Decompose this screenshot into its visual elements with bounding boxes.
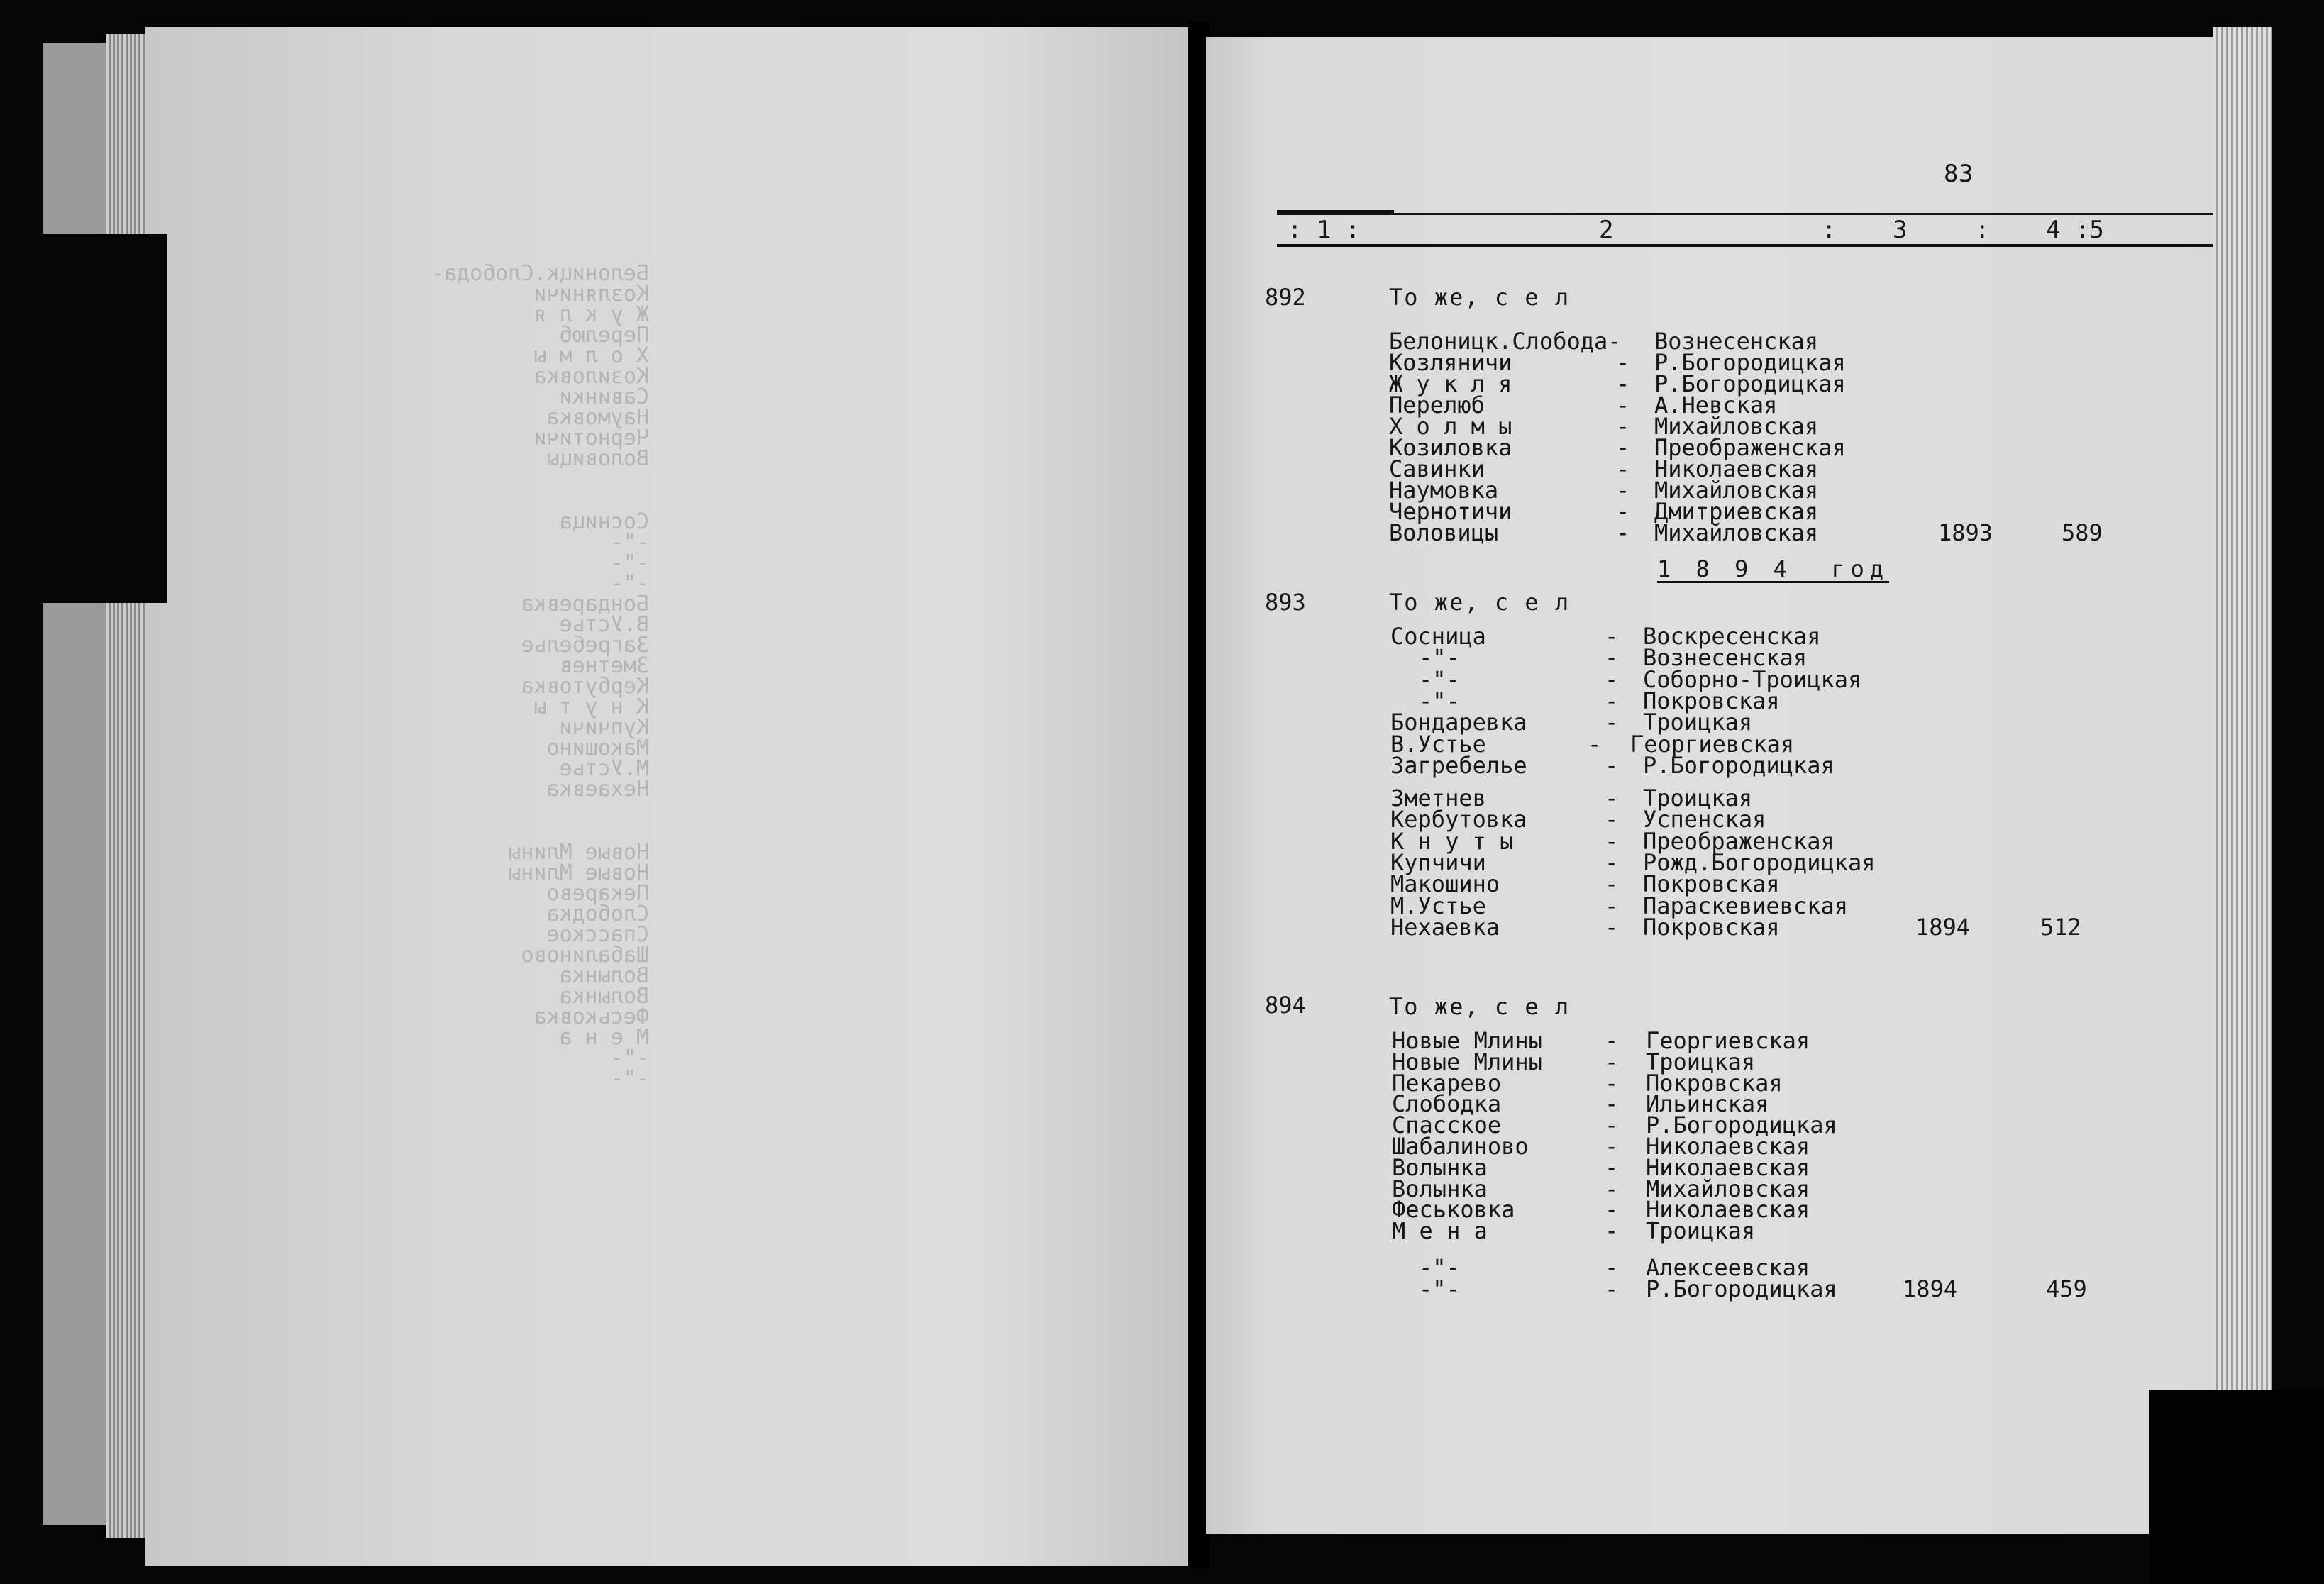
church-name: Дмитриевская [1654,498,1819,525]
church-name: А.Невская [1654,392,1778,419]
dash-separator: - [1605,1027,1619,1054]
bleed-through-line: -"- [610,550,649,575]
year-heading: 1 8 9 4 год [1657,555,1890,582]
village-name: Чернотичи [1389,498,1512,525]
church-name: Алексеевская [1646,1254,1810,1281]
bleed-through-line: Белоницк.Слобода- [431,261,649,286]
village-name: Кербутовка [1390,806,1527,833]
entry-heading: То же, с е л [1389,993,1571,1020]
church-name: Георгиевская [1630,730,1795,758]
church-name: Троицкая [1643,785,1753,812]
village-name: Х о л м ы [1389,413,1512,440]
church-name: Воскресенская [1643,623,1821,650]
village-name: -"- [1419,665,1460,693]
village-name: Пекарево [1392,1069,1502,1097]
village-name: Новые Млины [1392,1048,1542,1075]
village-name: Сосница [1390,623,1486,650]
dash-separator: - [1605,623,1619,650]
dash-separator: - [1616,477,1630,504]
header-sep-1: : [1822,216,1837,244]
church-name: Михайловская [1654,413,1819,440]
bleed-through-line: Козиловка [533,364,649,389]
village-name: Слободка [1392,1090,1502,1118]
dash-separator: - [1605,1217,1619,1245]
village-name: Шабалиново [1392,1133,1529,1160]
church-name: Георгиевская [1646,1027,1810,1054]
bleed-through-line: -"- [610,1046,649,1070]
record-count: 512 [2040,913,2081,941]
bleed-through-line: Слободка [546,902,649,926]
dash-separator: - [1605,1112,1619,1139]
dash-separator: - [1616,519,1630,546]
dash-separator: - [1616,498,1630,525]
village-name: Спасское [1392,1112,1502,1139]
bleed-through-line: Воловицы [546,446,649,471]
dash-separator: - [1616,455,1630,482]
dash-separator: - [1605,709,1619,736]
header-col-2: 2 [1599,216,1614,244]
church-name: Покровская [1643,870,1780,898]
dash-separator: - [1616,434,1630,461]
dash-separator: - [1605,644,1619,672]
binding-tab [28,234,167,603]
village-name: Белоницк.Слобода- [1389,328,1622,355]
header-col-3: 3 [1893,216,1908,244]
dash-separator: - [1605,913,1619,941]
left-page-bleed-through [145,27,1188,1566]
village-name: В.Устье [1390,730,1486,758]
village-name: Савинки [1389,455,1485,482]
church-name: Соборно-Троицкая [1643,665,1862,693]
bleed-through-line: Бондаревка [521,592,649,616]
entry-number: 893 [1265,589,1306,616]
right-page-edges [2213,27,2272,1417]
bleed-through-line: Волынка [559,963,649,988]
bleed-through-line: Шабалиново [521,943,649,968]
bleed-through-line: Волынка [559,984,649,1009]
church-name: Покровская [1643,913,1780,941]
dash-separator: - [1605,1196,1619,1224]
village-name: Ж у к л я [1389,370,1512,397]
entry-heading: То же, с е л [1389,284,1571,311]
bleed-through-line: К н у т ы [533,694,649,719]
page-corner-shadow [2149,1390,2324,1584]
dash-separator: - [1605,751,1619,779]
church-name: Вознесенская [1643,644,1808,672]
dash-separator: - [1605,1275,1619,1302]
church-name: Михайловская [1646,1175,1810,1202]
village-name: Волынка [1392,1153,1488,1181]
header-col-4-5: 4 :5 [2046,216,2104,244]
village-name: Загребелье [1390,751,1527,779]
bleed-through-line: Кербутовка [521,674,649,699]
church-name: Николаевская [1646,1133,1810,1160]
dash-separator: - [1616,392,1630,419]
village-name: М е н а [1392,1217,1488,1245]
dash-separator: - [1616,413,1630,440]
village-name: Новые Млины [1392,1027,1542,1054]
bleed-through-line: Новые Млины [508,840,649,865]
dash-separator: - [1605,1254,1619,1281]
header-rule-bottom [1277,244,2213,247]
church-name: Покровская [1643,687,1780,714]
header-sep-2: : [1975,216,1990,244]
church-name: Покровская [1646,1069,1783,1097]
record-count: 459 [2046,1275,2087,1302]
bleed-through-line: Загребелье [521,633,649,658]
village-name: Купчичи [1390,849,1486,876]
church-name: Троицкая [1646,1048,1756,1075]
dash-separator: - [1616,370,1630,397]
dash-separator: - [1605,827,1619,855]
village-name: -"- [1419,1275,1460,1302]
church-name: Параскевиевская [1643,892,1848,919]
village-name: -"- [1419,644,1460,672]
dash-separator: - [1605,806,1619,833]
dash-separator: - [1605,1069,1619,1097]
bleed-through-line: Х о л м ы [533,343,649,368]
church-name: Успенская [1643,806,1766,833]
dash-separator: - [1605,1175,1619,1202]
church-name: Троицкая [1646,1217,1756,1245]
village-name: К н у т ы [1390,827,1514,855]
bleed-through-line: Чернотичи [533,426,649,450]
village-name: М.Устье [1390,892,1486,919]
header-col-1: : 1 : [1288,216,1361,244]
dash-separator: - [1605,687,1619,714]
dash-separator: - [1605,892,1619,919]
bleed-through-line: Наумовка [546,405,649,430]
dash-separator: - [1616,349,1630,376]
bleed-through-line: Зметнев [559,653,649,678]
survey-year: 1894 [1915,913,1971,941]
church-name: Николаевская [1654,455,1819,482]
church-name: Преображенская [1643,827,1835,855]
bleed-through-line: М.Устье [559,756,649,781]
bleed-through-line: -"- [610,571,649,596]
record-count: 589 [2062,519,2103,546]
village-name: Макошино [1390,870,1500,898]
bleed-through-line: М е н а [559,1025,649,1050]
village-name: -"- [1419,687,1460,714]
church-name: Рожд.Богородицкая [1643,849,1876,876]
village-name: Зметнев [1390,785,1486,812]
bleed-through-line: Ж у к л я [533,302,649,327]
entry-number: 894 [1265,992,1306,1019]
bleed-through-line: Пекарево [546,881,649,906]
village-name: Козляничи [1389,349,1512,376]
village-name: -"- [1419,1254,1460,1281]
church-name: Николаевская [1646,1196,1810,1224]
church-name: Р.Богородицкая [1643,751,1835,779]
church-name: Ильинская [1646,1090,1769,1118]
village-name: Воловицы [1389,519,1499,546]
dash-separator: - [1605,870,1619,898]
bleed-through-line: Савинки [559,384,649,409]
dash-separator: - [1605,1048,1619,1075]
bleed-through-line: Спасское [546,922,649,947]
bleed-through-line: Новые Млины [508,860,649,885]
bleed-through-line: Нехаевка [546,777,649,802]
bleed-through-line: Перелюб [559,323,649,348]
bleed-through-line: Феськовка [533,1004,649,1029]
dash-separator: - [1605,785,1619,812]
entry-heading: То же, с е л [1389,589,1571,616]
village-name: Нехаевка [1390,913,1500,941]
church-name: Вознесенская [1654,328,1819,355]
dash-separator: - [1605,1133,1619,1160]
church-name: Троицкая [1643,709,1753,736]
dash-separator: - [1605,1153,1619,1181]
church-name: Николаевская [1646,1153,1810,1181]
church-name: Михайловская [1654,519,1819,546]
bleed-through-line: Макошино [546,736,649,760]
village-name: Наумовка [1389,477,1499,504]
dash-separator: - [1605,849,1619,876]
dash-separator: - [1605,1090,1619,1118]
church-name: Р.Богородицкая [1646,1275,1837,1302]
bleed-through-line: -"- [610,1066,649,1091]
survey-year: 1893 [1938,519,1993,546]
bleed-through-line: Козляничи [533,282,649,306]
entry-number: 892 [1265,284,1306,311]
dash-separator: - [1605,665,1619,693]
header-rule-top [1277,213,2213,215]
village-name: Волынка [1392,1175,1488,1202]
village-name: Бондаревка [1390,709,1527,736]
village-name: Козиловка [1389,434,1512,461]
survey-year: 1894 [1903,1275,1958,1302]
bleed-through-line: В.Устье [559,612,649,637]
bleed-through-line: Купчичи [559,715,649,740]
village-name: Феськовка [1392,1196,1515,1224]
church-name: Р.Богородицкая [1646,1112,1837,1139]
church-name: Михайловская [1654,477,1819,504]
church-name: Р.Богородицкая [1654,349,1846,376]
bleed-through-line: -"- [610,530,649,555]
page-number: 83 [1944,160,1974,188]
church-name: Преображенская [1654,434,1846,461]
bleed-through-line: Сосница [559,509,649,534]
church-name: Р.Богородицкая [1654,370,1846,397]
village-name: Перелюб [1389,392,1485,419]
dash-separator: - [1588,730,1602,758]
